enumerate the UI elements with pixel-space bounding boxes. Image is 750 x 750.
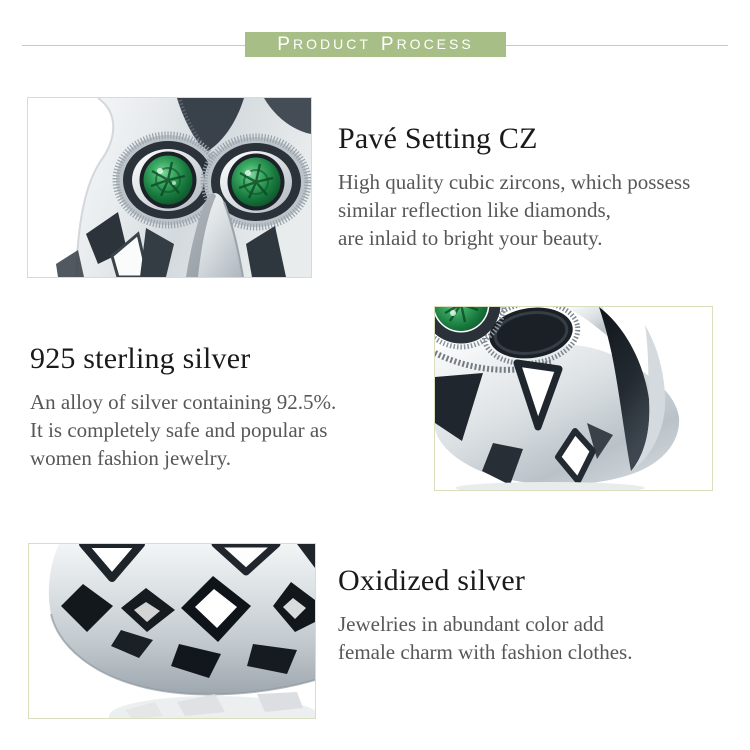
section-body-line: female charm with fashion clothes.: [338, 640, 633, 664]
banner-text-p1: P: [277, 34, 293, 55]
banner-text-r1: RODUCT: [292, 36, 371, 52]
header-banner: [245, 32, 506, 57]
section-pave-setting-cz: [338, 121, 690, 252]
section-body-line: Jewelries in abundant color add: [338, 612, 604, 636]
banner-text-p2: P: [380, 34, 397, 55]
section-925-sterling-silver: [30, 341, 336, 472]
section-title: Oxidized silver: [338, 564, 526, 597]
section-body-line: are inlaid to bright your beauty.: [338, 226, 603, 250]
product-photo-owl-bottom: [28, 543, 316, 719]
section-body-line: High quality cubic zircons, which possess: [338, 170, 691, 194]
section-oxidized-silver: [338, 563, 632, 666]
owl-bottom-illustration: [29, 544, 315, 718]
owl-side-illustration: [435, 307, 712, 490]
section-title: Pavé Setting CZ: [338, 122, 538, 155]
section-body-line: It is completely safe and popular as: [30, 418, 328, 442]
owl-face-illustration: [28, 98, 311, 277]
section-body-line: similar reflection like diamonds,: [338, 198, 611, 222]
section-body-line: An alloy of silver containing 92.5%.: [30, 390, 337, 414]
section-body-line: women fashion jewelry.: [30, 446, 231, 470]
product-photo-owl-face: [27, 97, 312, 278]
product-photo-owl-side: [434, 306, 713, 491]
banner-text-r2: ROCESS: [396, 36, 474, 52]
section-title: 925 sterling silver: [30, 342, 251, 375]
